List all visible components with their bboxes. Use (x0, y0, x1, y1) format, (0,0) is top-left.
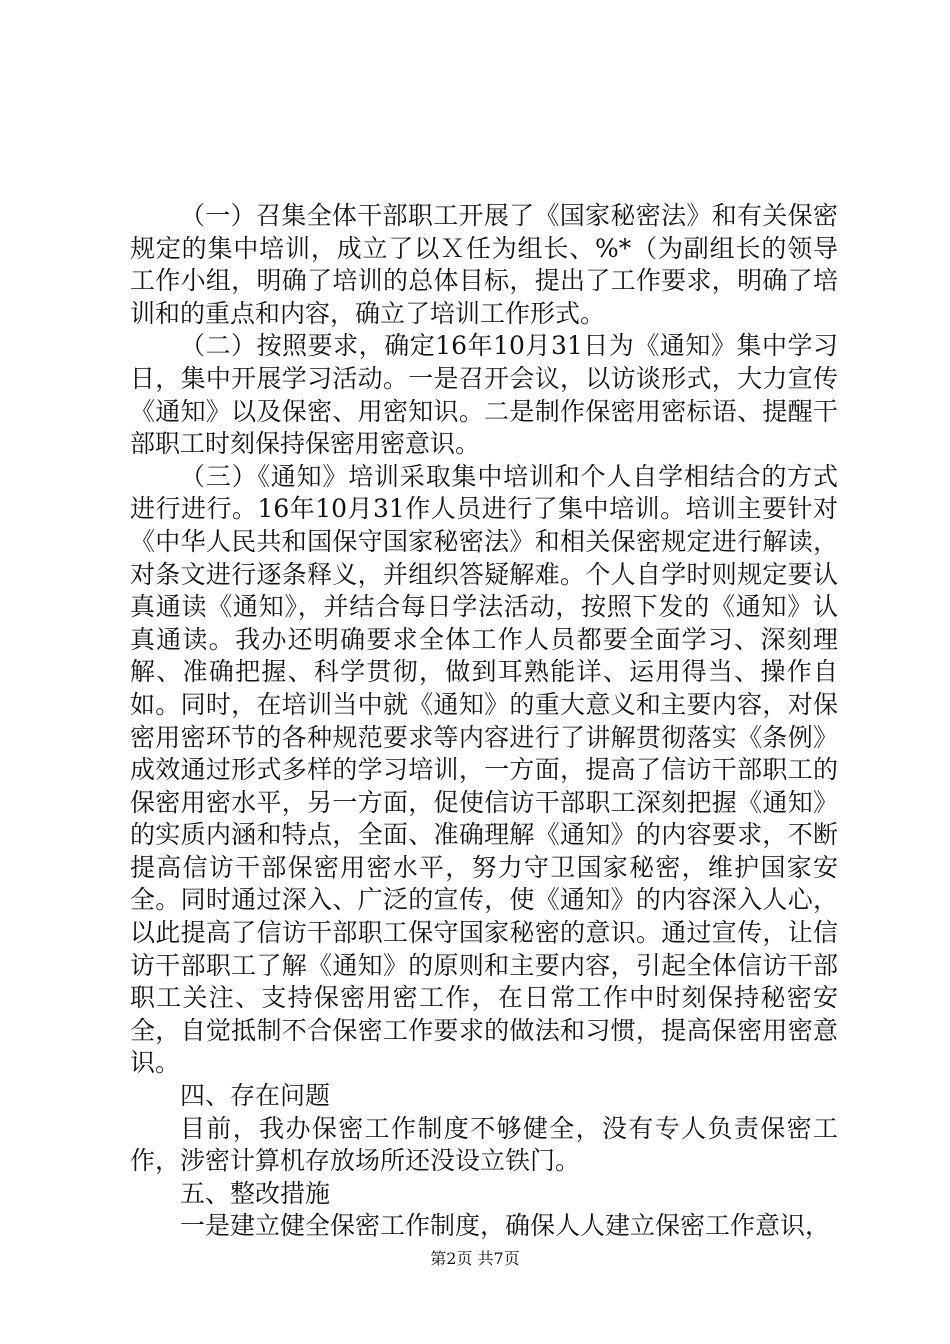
paragraph-measures: 一是建立健全保密工作制度，确保人人建立保密工作意识， (180, 1211, 831, 1241)
document-body (130, 200, 838, 1243)
section-heading-measures: 五、整改措施 (180, 1178, 331, 1208)
section-heading-problems: 四、存在问题 (180, 1081, 331, 1111)
paragraph-training-3: （三）《通知》培训采取集中培训和个人自学相结合的方式进行进行。16年10月31作人员进行了集中培训。培训主要针对《中华人民共和国保守国家秘密法》和相关保密规定进行解读，对条文进行逐条释义，并组织答疑解难。个人自学时则规定要认真通读《通知》，并结合每日学法活动，按照下发的《通知》认真通读。我办还明确要求全体工作人员都要全面学习、深刻理解、准确把握、科学贯彻，做到耳熟能详、运用得当、操作自如。同时，在培训当中就《通知》的重大意义和主要内容，对保密用密环节的各种规范要求等内容进行了讲解贯彻落实《条例》成效通过形式多样的学习培训，一方面，提高了信访干部职工的保密用密水平，另一方面，促使信访干部职工深刻把握《通知》的实质内涵和特点，全面、准确理解《通知》的内容要求，不断提高信访干部保密用密水平，努力守卫国家秘密，维护国家安全。同时通过深入、广泛的宣传，使《通知》的内容深入人心，以此提高了信访干部职工保守国家秘密的意识。通过宣传，让信访干部职工了解《通知》的原则和主要内容，引起全体信访干部职工关注、支持保密用密工作，在日常工作中时刻保持秘密安全，自觉抵制不合保密工作要求的做法和习惯，提高保密用密意识。 (130, 461, 838, 1078)
paragraph-training-1: （一）召集全体干部职工开展了《国家秘密法》和有关保密规定的集中培训，成立了以Ｘ任为组长、%*（为副组长的领导工作小组，明确了培训的总体目标，提出了工作要求，明确了培训和的重点和内容，确立了培训工作形式。 (130, 201, 838, 328)
page-footer: 第2页 共7页 (430, 1249, 520, 1268)
paragraph-training-2: （二）按照要求，确定16年10月31日为《通知》集中学习日，集中开展学习活动。一是召开会议，以访谈形式，大力宣传《通知》以及保密、用密知识。二是制作保密用密标语、提醒干部职工时刻保持保密用密意识。 (130, 331, 838, 459)
paragraph-problems: 目前，我办保密工作制度不够健全，没有专人负责保密工作，涉密计算机存放场所还没设立铁门。 (130, 1113, 838, 1176)
